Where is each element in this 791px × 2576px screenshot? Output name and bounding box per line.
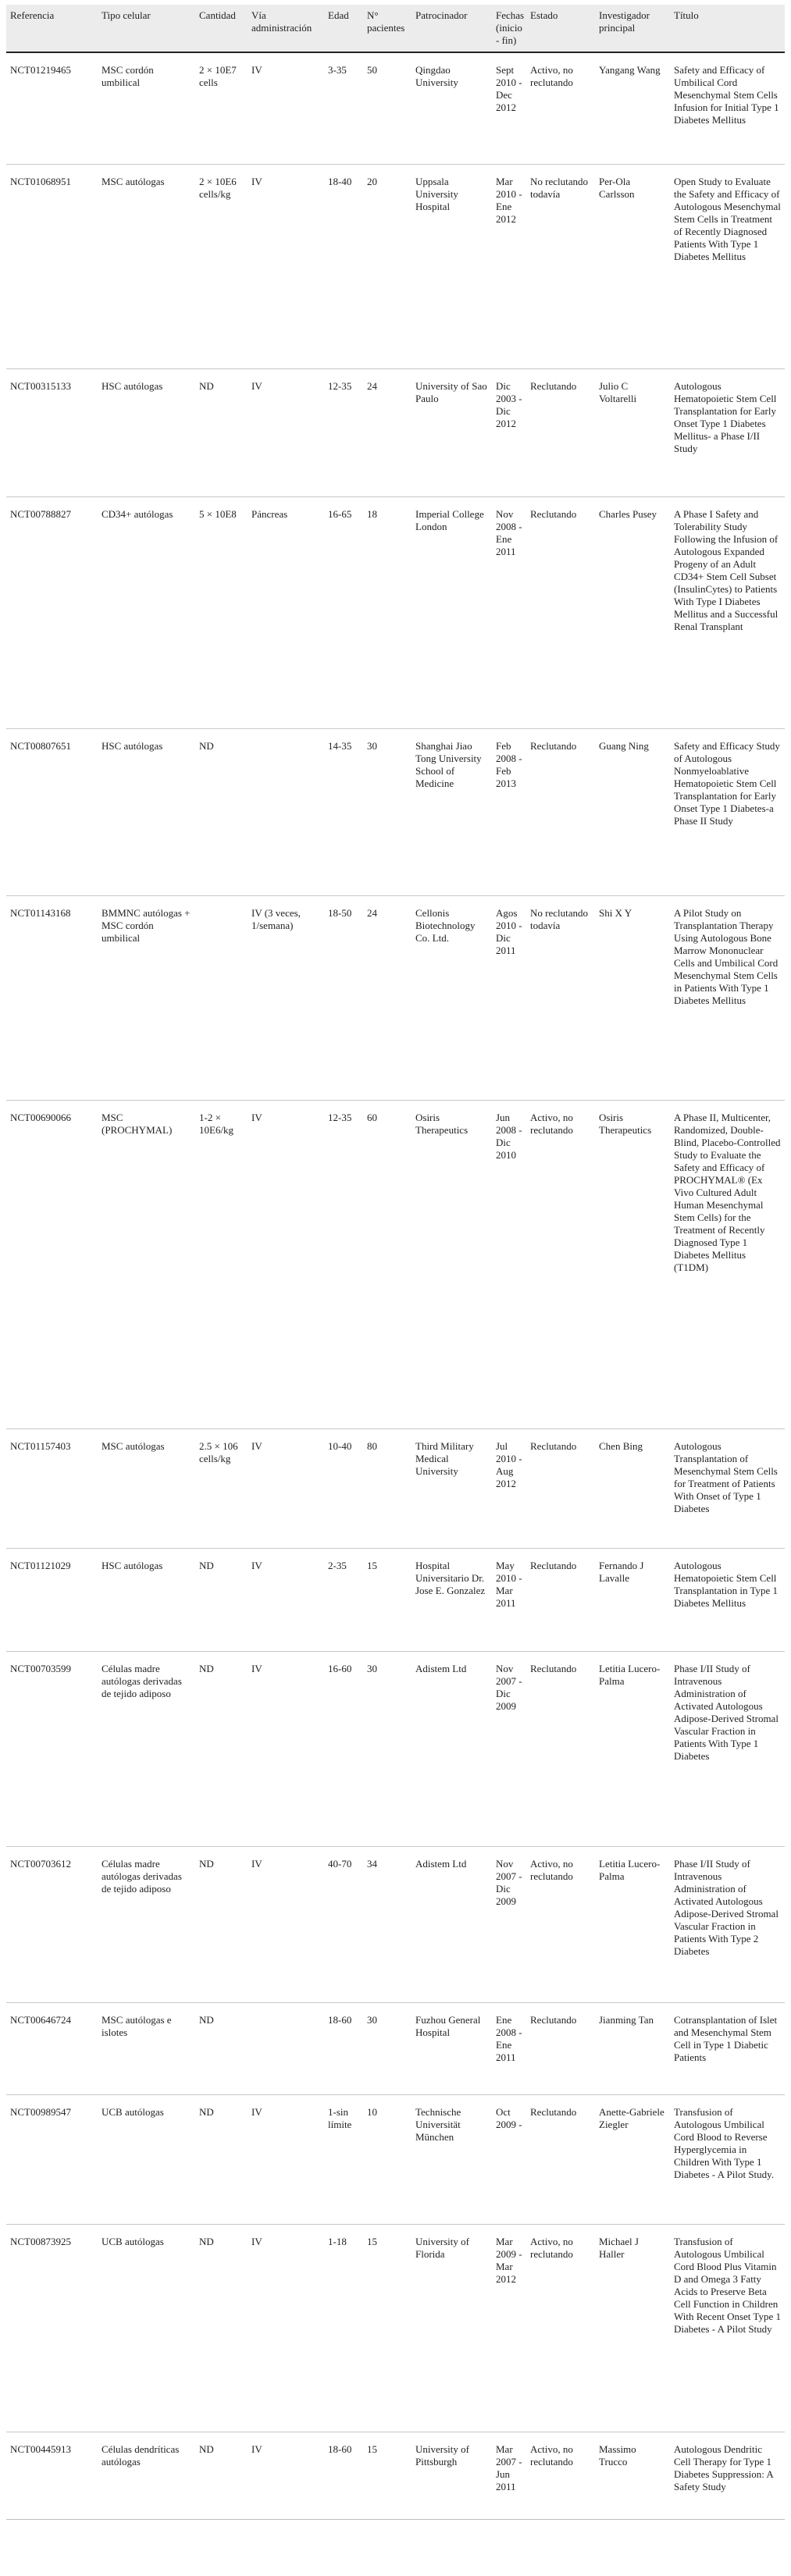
- cell-reference: NCT01219465: [6, 52, 98, 164]
- cell-status: Reclutando: [526, 1429, 595, 1548]
- cell-age: 14-35: [324, 728, 363, 895]
- cell-patient-count: 50: [363, 52, 412, 164]
- cell-principal-investigator: Shi X Y: [595, 895, 670, 1100]
- table-row: [6, 2094, 785, 2224]
- cell-title: Safety and Efficacy Study of Autologous Nonmyeloablative Hematopoietic Stem Cell Transplantation for Early Onset Type 1 Diabetes-a Phase II Study: [670, 728, 785, 895]
- cell-dates: Mar 2010 - Ene 2012: [492, 164, 526, 368]
- cell-cell-type: HSC autólogas: [98, 1548, 195, 1651]
- cell-quantity: ND: [195, 2224, 248, 2432]
- cell-status: Activo, no reclutando: [526, 2224, 595, 2432]
- cell-sponsor: Hospital Universitario Dr. Jose E. Gonzalez: [412, 1548, 492, 1651]
- column-header-quantity: Cantidad: [195, 5, 248, 52]
- cell-status: Activo, no reclutando: [526, 1846, 595, 2002]
- cell-dates: Jul 2010 - Aug 2012: [492, 1429, 526, 1548]
- cell-reference: NCT00788827: [6, 496, 98, 728]
- column-header-age: Edad: [324, 5, 363, 52]
- cell-cell-type: HSC autólogas: [98, 728, 195, 895]
- cell-cell-type: BMMNC autólogas + MSC cordón umbilical: [98, 895, 195, 1100]
- cell-sponsor: Imperial College London: [412, 496, 492, 728]
- cell-age: 40-70: [324, 1846, 363, 2002]
- cell-sponsor: Adistem Ltd: [412, 1651, 492, 1846]
- cell-sponsor: Fuzhou General Hospital: [412, 2002, 492, 2094]
- table-row: [6, 2432, 785, 2519]
- cell-status: No reclutando todavía: [526, 895, 595, 1100]
- cell-quantity: ND: [195, 1548, 248, 1651]
- cell-principal-investigator: Yangang Wang: [595, 52, 670, 164]
- cell-administration-route: Páncreas: [248, 496, 324, 728]
- cell-age: 1-sin límite: [324, 2094, 363, 2224]
- cell-quantity: ND: [195, 2002, 248, 2094]
- cell-title: Safety and Efficacy of Umbilical Cord Mesenchymal Stem Cells Infusion for Initial Type 1 Diabetes Mellitus: [670, 52, 785, 164]
- cell-title: Open Study to Evaluate the Safety and Efficacy of Autologous Mesenchymal Stem Cells in Treatment of Recently Diagnosed Patients With Type 1 Diabetes Mellitus: [670, 164, 785, 368]
- cell-reference: NCT00445913: [6, 2432, 98, 2519]
- cell-principal-investigator: Fernando J Lavalle: [595, 1548, 670, 1651]
- cell-dates: Mar 2007 - Jun 2011: [492, 2432, 526, 2519]
- cell-administration-route: IV: [248, 2432, 324, 2519]
- cell-principal-investigator: Massimo Trucco: [595, 2432, 670, 2519]
- cell-cell-type: MSC (PROCHYMAL): [98, 1100, 195, 1429]
- cell-cell-type: HSC autólogas: [98, 368, 195, 496]
- cell-cell-type: Células dendríticas autólogas: [98, 2432, 195, 2519]
- cell-title: Autologous Transplantation of Mesenchymal Stem Cells for Treatment of Patients With Onset of Type 1 Diabetes: [670, 1429, 785, 1548]
- column-header-cell-type: Tipo celular: [98, 5, 195, 52]
- table-row: [6, 1846, 785, 2002]
- cell-administration-route: IV: [248, 164, 324, 368]
- cell-age: 1-18: [324, 2224, 363, 2432]
- cell-status: Activo, no reclutando: [526, 1100, 595, 1429]
- cell-administration-route: IV: [248, 368, 324, 496]
- cell-quantity: [195, 895, 248, 1100]
- cell-quantity: ND: [195, 1651, 248, 1846]
- cell-administration-route: IV: [248, 52, 324, 164]
- cell-title: Phase I/II Study of Intravenous Administration of Activated Autologous Adipose-Derived Stromal Vascular Fraction in Patients With Type 1 Diabetes: [670, 1651, 785, 1846]
- cell-dates: Nov 2007 - Dic 2009: [492, 1651, 526, 1846]
- cell-cell-type: MSC autólogas e islotes: [98, 2002, 195, 2094]
- cell-quantity: ND: [195, 1846, 248, 2002]
- cell-sponsor: Technische Universität München: [412, 2094, 492, 2224]
- cell-cell-type: UCB autólogas: [98, 2224, 195, 2432]
- cell-title: Autologous Hematopoietic Stem Cell Transplantation for Early Onset Type 1 Diabetes Mellitus- a Phase I/II Study: [670, 368, 785, 496]
- cell-principal-investigator: Michael J Haller: [595, 2224, 670, 2432]
- cell-principal-investigator: Letitia Lucero-Palma: [595, 1651, 670, 1846]
- cell-sponsor: Shanghai Jiao Tong University School of Medicine: [412, 728, 492, 895]
- cell-title: Cotransplantation of Islet and Mesenchymal Stem Cell in Type 1 Diabetic Patients: [670, 2002, 785, 2094]
- cell-administration-route: IV (3 veces, 1/semana): [248, 895, 324, 1100]
- cell-patient-count: 20: [363, 164, 412, 368]
- cell-age: 18-50: [324, 895, 363, 1100]
- cell-quantity: ND: [195, 2094, 248, 2224]
- cell-dates: Sept 2010 - Dec 2012: [492, 52, 526, 164]
- cell-dates: Dic 2003 - Dic 2012: [492, 368, 526, 496]
- cell-administration-route: IV: [248, 1429, 324, 1548]
- cell-principal-investigator: Chen Bing: [595, 1429, 670, 1548]
- cell-quantity: 2 × 10E7 cells: [195, 52, 248, 164]
- cell-sponsor: Uppsala University Hospital: [412, 164, 492, 368]
- cell-patient-count: 18: [363, 496, 412, 728]
- cell-title: Autologous Dendritic Cell Therapy for Type 1 Diabetes Suppression: A Safety Study: [670, 2432, 785, 2519]
- cell-dates: Ene 2008 - Ene 2011: [492, 2002, 526, 2094]
- cell-reference: NCT00646724: [6, 2002, 98, 2094]
- cell-patient-count: 30: [363, 1651, 412, 1846]
- column-header-patient-count: N° pacientes: [363, 5, 412, 52]
- cell-patient-count: 60: [363, 1100, 412, 1429]
- table-row: [6, 1548, 785, 1651]
- table-row: [6, 1651, 785, 1846]
- cell-administration-route: IV: [248, 1100, 324, 1429]
- header-row: [6, 5, 785, 52]
- cell-patient-count: 30: [363, 2002, 412, 2094]
- cell-dates: Oct 2009 -: [492, 2094, 526, 2224]
- cell-cell-type: UCB autólogas: [98, 2094, 195, 2224]
- cell-age: 2-35: [324, 1548, 363, 1651]
- cell-status: Reclutando: [526, 2002, 595, 2094]
- cell-reference: NCT01157403: [6, 1429, 98, 1548]
- cell-patient-count: 30: [363, 728, 412, 895]
- cell-title: Transfusion of Autologous Umbilical Cord Blood Plus Vitamin D and Omega 3 Fatty Acids to Preserve Beta Cell Function in Children With Recent Onset Type 1 Diabetes - A Pilot Study: [670, 2224, 785, 2432]
- cell-status: Reclutando: [526, 368, 595, 496]
- cell-dates: May 2010 - Mar 2011: [492, 1548, 526, 1651]
- cell-status: Activo, no reclutando: [526, 52, 595, 164]
- column-header-title: Título: [670, 5, 785, 52]
- table-row: [6, 2224, 785, 2432]
- cell-patient-count: 80: [363, 1429, 412, 1548]
- cell-status: No reclutando todavía: [526, 164, 595, 368]
- cell-age: 3-35: [324, 52, 363, 164]
- cell-title: A Phase II, Multicenter, Randomized, Double-Blind, Placebo-Controlled Study to Evaluate the Safety and Efficacy of PROCHYMAL® (Ex Vivo Cultured Adult Human Mesenchymal Stem Cells) for the Treatment of Recently Diagnosed Type 1 Diabetes Mellitus (T1DM): [670, 1100, 785, 1429]
- cell-sponsor: University of Pittsburgh: [412, 2432, 492, 2519]
- clinical-trials-table: [6, 5, 785, 2520]
- column-header-status: Estado: [526, 5, 595, 52]
- cell-sponsor: Adistem Ltd: [412, 1846, 492, 2002]
- table-row: [6, 496, 785, 728]
- cell-administration-route: IV: [248, 1846, 324, 2002]
- cell-age: 12-35: [324, 1100, 363, 1429]
- cell-sponsor: Qingdao University: [412, 52, 492, 164]
- table-row: [6, 1100, 785, 1429]
- cell-dates: Mar 2009 - Mar 2012: [492, 2224, 526, 2432]
- cell-reference: NCT01143168: [6, 895, 98, 1100]
- cell-reference: NCT01121029: [6, 1548, 98, 1651]
- cell-age: 18-40: [324, 164, 363, 368]
- cell-title: A Phase I Safety and Tolerability Study Following the Infusion of Autologous Expanded Progeny of an Adult CD34+ Stem Cell Subset (InsulinCytes) to Patients With Type I Diabetes Mellitus and a Successful Renal Transplant: [670, 496, 785, 728]
- cell-patient-count: 15: [363, 1548, 412, 1651]
- cell-status: Reclutando: [526, 1651, 595, 1846]
- cell-administration-route: IV: [248, 2094, 324, 2224]
- cell-principal-investigator: Charles Pusey: [595, 496, 670, 728]
- cell-dates: Nov 2008 - Ene 2011: [492, 496, 526, 728]
- cell-status: Reclutando: [526, 1548, 595, 1651]
- cell-cell-type: Células madre autólogas derivadas de tejido adiposo: [98, 1846, 195, 2002]
- table-row: [6, 1429, 785, 1548]
- cell-age: 18-60: [324, 2432, 363, 2519]
- column-header-sponsor: Patrocinador: [412, 5, 492, 52]
- cell-principal-investigator: Jianming Tan: [595, 2002, 670, 2094]
- cell-principal-investigator: Letitia Lucero-Palma: [595, 1846, 670, 2002]
- cell-principal-investigator: Julio C Voltarelli: [595, 368, 670, 496]
- cell-sponsor: Third Military Medical University: [412, 1429, 492, 1548]
- cell-administration-route: [248, 2002, 324, 2094]
- cell-status: Reclutando: [526, 2094, 595, 2224]
- cell-reference: NCT00690066: [6, 1100, 98, 1429]
- cell-dates: Jun 2008 - Dic 2010: [492, 1100, 526, 1429]
- cell-cell-type: CD34+ autólogas: [98, 496, 195, 728]
- cell-dates: Agos 2010 - Dic 2011: [492, 895, 526, 1100]
- cell-reference: NCT00873925: [6, 2224, 98, 2432]
- cell-reference: NCT00703612: [6, 1846, 98, 2002]
- cell-cell-type: MSC autólogas: [98, 1429, 195, 1548]
- cell-sponsor: Osiris Therapeutics: [412, 1100, 492, 1429]
- column-header-dates: Fechas (inicio - fin): [492, 5, 526, 52]
- cell-title: Autologous Hematopoietic Stem Cell Transplantation in Type 1 Diabetes Mellitus: [670, 1548, 785, 1651]
- cell-administration-route: [248, 728, 324, 895]
- cell-status: Activo, no reclutando: [526, 2432, 595, 2519]
- cell-administration-route: IV: [248, 1548, 324, 1651]
- cell-reference: NCT00315133: [6, 368, 98, 496]
- cell-age: 16-60: [324, 1651, 363, 1846]
- cell-quantity: 5 × 10E8: [195, 496, 248, 728]
- table-row: [6, 368, 785, 496]
- cell-age: 12-35: [324, 368, 363, 496]
- cell-sponsor: University of Sao Paulo: [412, 368, 492, 496]
- cell-status: Reclutando: [526, 728, 595, 895]
- table-row: [6, 52, 785, 164]
- cell-reference: NCT01068951: [6, 164, 98, 368]
- cell-quantity: ND: [195, 368, 248, 496]
- cell-reference: NCT00807651: [6, 728, 98, 895]
- cell-status: Reclutando: [526, 496, 595, 728]
- cell-patient-count: 34: [363, 1846, 412, 2002]
- cell-reference: NCT00703599: [6, 1651, 98, 1846]
- cell-patient-count: 24: [363, 368, 412, 496]
- cell-title: A Pilot Study on Transplantation Therapy Using Autologous Bone Marrow Mononuclear Cells and Umbilical Cord Mesenchymal Stem Cells in Patients With Type 1 Diabetes Mellitus: [670, 895, 785, 1100]
- cell-patient-count: 15: [363, 2224, 412, 2432]
- cell-principal-investigator: Anette-Gabriele Ziegler: [595, 2094, 670, 2224]
- cell-age: 16-65: [324, 496, 363, 728]
- cell-quantity: 2 × 10E6 cells/kg: [195, 164, 248, 368]
- cell-cell-type: MSC autólogas: [98, 164, 195, 368]
- table-row: [6, 728, 785, 895]
- cell-sponsor: University of Florida: [412, 2224, 492, 2432]
- column-header-reference: Referencia: [6, 5, 98, 52]
- cell-dates: Nov 2007 - Dic 2009: [492, 1846, 526, 2002]
- cell-quantity: 2.5 × 106 cells/kg: [195, 1429, 248, 1548]
- cell-quantity: ND: [195, 728, 248, 895]
- table-row: [6, 895, 785, 1100]
- cell-title: Phase I/II Study of Intravenous Administration of Activated Autologous Adipose-Derived Stromal Vascular Fraction in Patients With Type 2 Diabetes: [670, 1846, 785, 2002]
- cell-dates: Feb 2008 - Feb 2013: [492, 728, 526, 895]
- cell-cell-type: MSC cordón umbilical: [98, 52, 195, 164]
- cell-reference: NCT00989547: [6, 2094, 98, 2224]
- cell-patient-count: 24: [363, 895, 412, 1100]
- table-row: [6, 164, 785, 368]
- cell-patient-count: 15: [363, 2432, 412, 2519]
- cell-age: 10-40: [324, 1429, 363, 1548]
- cell-administration-route: IV: [248, 1651, 324, 1846]
- cell-patient-count: 10: [363, 2094, 412, 2224]
- cell-principal-investigator: Guang Ning: [595, 728, 670, 895]
- cell-cell-type: Células madre autólogas derivadas de tejido adiposo: [98, 1651, 195, 1846]
- cell-principal-investigator: Osiris Therapeutics: [595, 1100, 670, 1429]
- cell-principal-investigator: Per-Ola Carlsson: [595, 164, 670, 368]
- cell-title: Transfusion of Autologous Umbilical Cord Blood to Reverse Hyperglycemia in Children With Type 1 Diabetes - A Pilot Study.: [670, 2094, 785, 2224]
- column-header-administration-route: Vía administración: [248, 5, 324, 52]
- cell-sponsor: Cellonis Biotechnology Co. Ltd.: [412, 895, 492, 1100]
- column-header-principal-investigator: Investigador principal: [595, 5, 670, 52]
- cell-administration-route: IV: [248, 2224, 324, 2432]
- table-row: [6, 2002, 785, 2094]
- cell-quantity: ND: [195, 2432, 248, 2519]
- cell-age: 18-60: [324, 2002, 363, 2094]
- cell-quantity: 1-2 × 10E6/kg: [195, 1100, 248, 1429]
